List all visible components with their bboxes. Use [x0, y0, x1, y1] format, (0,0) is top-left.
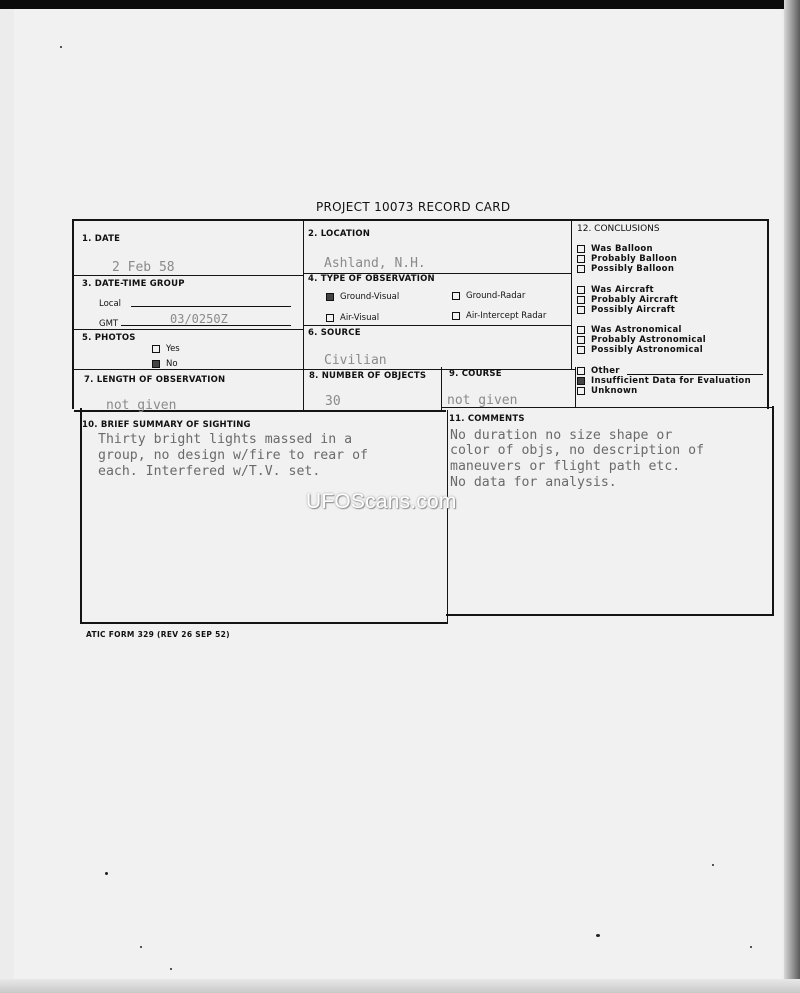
checkbox	[452, 292, 460, 300]
scan-right-border	[784, 0, 800, 993]
conclusion-possibly-astronomical: Possibly Astronomical	[577, 345, 703, 355]
comment-line: No data for analysis.	[450, 475, 617, 490]
checkbox	[577, 245, 585, 253]
checked-checkbox	[326, 293, 334, 301]
checkbox	[577, 367, 585, 375]
comments-label: 11. COMMENTS	[449, 414, 525, 424]
comment-line: color of objs, no description of	[450, 443, 705, 458]
form-number: ATIC FORM 329 (REV 26 SEP 52)	[86, 630, 230, 639]
photos-option-yes: Yes	[152, 344, 180, 354]
conclusion-probably-balloon: Probably Balloon	[577, 254, 677, 264]
date-label: 1. DATE	[82, 234, 121, 244]
scan-speck	[596, 934, 600, 937]
date-time-group-label: 3. DATE-TIME GROUP	[82, 279, 185, 289]
checkbox	[577, 336, 585, 344]
option-air-visual: Air-Visual	[326, 313, 379, 323]
local-time-label: Local	[99, 299, 122, 309]
conclusion-was-aircraft: Was Aircraft	[577, 285, 654, 295]
location-label: 2. LOCATION	[308, 229, 371, 239]
conclusions-label: 12. CONCLUSIONS	[577, 224, 660, 234]
conclusion-possibly-balloon: Possibly Balloon	[577, 264, 674, 274]
checkbox	[326, 314, 334, 322]
length-of-observation-label: 7. LENGTH OF OBSERVATION	[84, 375, 226, 385]
checkbox	[577, 346, 585, 354]
checkbox	[152, 345, 160, 353]
option-air-intercept-radar: Air-Intercept Radar	[452, 311, 546, 321]
option-ground-radar: Ground-Radar	[452, 291, 525, 301]
conclusion-was-balloon: Was Balloon	[577, 244, 653, 254]
conclusion-insufficient-data: Insufficient Data for Evaluation	[577, 376, 751, 386]
checked-checkbox	[152, 360, 160, 368]
checked-checkbox	[577, 377, 585, 385]
checkbox	[577, 387, 585, 395]
location-value: Ashland, N.H.	[324, 256, 426, 271]
scan-top-border	[0, 0, 800, 9]
length-of-observation-value: not given	[106, 398, 177, 413]
conclusion-possibly-aircraft: Possibly Aircraft	[577, 305, 675, 315]
scan-speck	[712, 864, 714, 866]
brief-summary-label: 10. BRIEF SUMMARY OF SIGHTING	[82, 420, 251, 430]
summary-line: Thirty bright lights massed in a	[98, 432, 353, 447]
conclusion-was-astronomical: Was Astronomical	[577, 325, 682, 335]
number-of-objects-value: 30	[325, 394, 341, 409]
checkbox	[577, 306, 585, 314]
date-value: 2 Feb 58	[112, 260, 175, 275]
scan-speck	[60, 46, 62, 48]
course-label: 9. COURSE	[449, 369, 502, 379]
checkbox	[577, 265, 585, 273]
source-value: Civilian	[324, 353, 387, 368]
scan-bottom-border	[0, 979, 800, 993]
number-of-objects-label: 8. NUMBER OF OBJECTS	[309, 371, 427, 381]
photos-option-no: No	[152, 359, 178, 369]
comment-line: No duration no size shape or	[450, 428, 673, 443]
summary-line: each. Interfered w/T.V. set.	[98, 464, 321, 479]
course-value: not given	[447, 393, 518, 408]
source-label: 6. SOURCE	[308, 328, 361, 338]
checkbox	[577, 255, 585, 263]
gmt-label: GMT	[99, 319, 119, 329]
scan-speck	[170, 968, 172, 970]
conclusion-probably-astronomical: Probably Astronomical	[577, 335, 706, 345]
other-line	[627, 374, 763, 375]
scan-speck	[105, 872, 108, 875]
summary-line: group, no design w/fire to rear of	[98, 448, 368, 463]
type-of-observation-label: 4. TYPE OF OBSERVATION	[308, 274, 435, 284]
comment-line: maneuvers or flight path etc.	[450, 459, 681, 474]
scan-speck	[750, 946, 752, 948]
gmt-value: 03/0250Z	[170, 312, 228, 326]
option-ground-visual: Ground-Visual	[326, 292, 399, 302]
checkbox	[577, 326, 585, 334]
local-time-line	[131, 306, 291, 307]
watermark: UFOScans.com	[306, 490, 457, 513]
conclusion-probably-aircraft: Probably Aircraft	[577, 295, 678, 305]
checkbox	[577, 286, 585, 294]
card-title: PROJECT 10073 RECORD CARD	[316, 200, 511, 214]
photos-label: 5. PHOTOS	[82, 333, 136, 343]
conclusion-unknown: Unknown	[577, 386, 638, 396]
conclusion-other: Other	[577, 366, 620, 376]
checkbox	[452, 312, 460, 320]
checkbox	[577, 296, 585, 304]
scan-speck	[140, 946, 142, 948]
